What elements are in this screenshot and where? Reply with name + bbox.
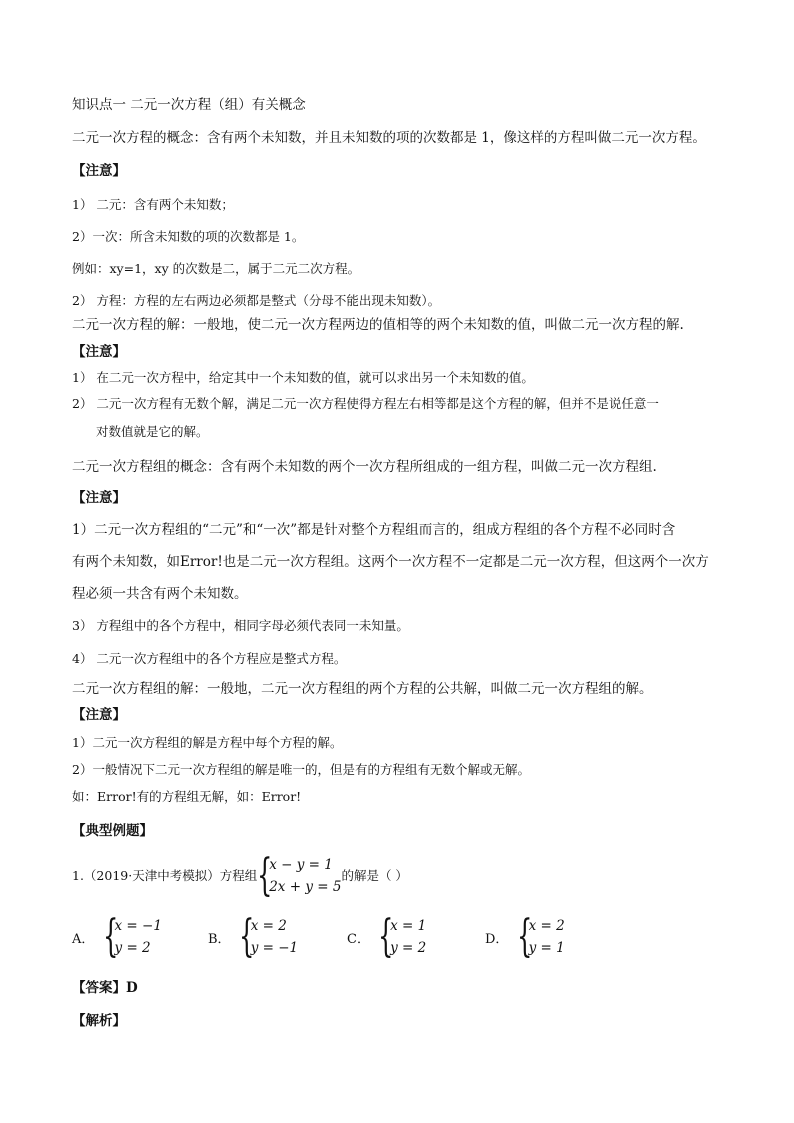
question-1 bbox=[72, 852, 408, 900]
definition-system: 二元一次方程组的概念：含有两个未知数的两个一次方程所组成的一组方程，叫做二元一次方程组. bbox=[72, 459, 657, 475]
example-label: 【典型例题】 bbox=[72, 823, 153, 839]
note-label: 【注意】 bbox=[72, 707, 126, 723]
note-label: 【注意】 bbox=[72, 344, 126, 360]
note-label: 【注意】 bbox=[72, 490, 126, 506]
note-line: 程必须一共含有两个未知数。 bbox=[72, 586, 248, 602]
option-label: D． bbox=[485, 931, 509, 947]
note-item: 例如：xy=1，xy 的次数是二，属于二元二次方程。 bbox=[72, 261, 361, 276]
option-row: x = −1 bbox=[114, 918, 162, 934]
note-item: 1）二元一次方程组的解是方程中每个方程的解。 bbox=[72, 735, 343, 750]
system-equation-2: 2x + y = 5 bbox=[269, 879, 342, 895]
option-b[interactable] bbox=[208, 911, 299, 962]
option-d[interactable] bbox=[485, 911, 565, 962]
option-row: x = 1 bbox=[390, 918, 427, 934]
left-brace: { bbox=[516, 911, 532, 962]
left-brace: { bbox=[102, 911, 118, 962]
note-item: 1） 在二元一次方程中，给定其中一个未知数的值，就可以求出另一个未知数的值。 bbox=[72, 370, 534, 385]
analysis-label: 【解析】 bbox=[72, 1013, 126, 1029]
note-item: 2） 方程：方程的左右两边必须都是整式（分母不能出现未知数）。 bbox=[72, 293, 441, 308]
option-system bbox=[238, 911, 299, 962]
option-c[interactable] bbox=[347, 911, 427, 962]
option-row: x = 2 bbox=[250, 918, 287, 934]
option-system bbox=[378, 911, 427, 962]
option-row: x = 2 bbox=[528, 918, 565, 934]
option-a[interactable] bbox=[72, 911, 162, 962]
note-item: 2）一次：所含未知数的项的次数都是 1。 bbox=[72, 229, 305, 244]
note-item: 1） 二元：含有两个未知数； bbox=[72, 197, 234, 212]
left-brace: { bbox=[378, 911, 394, 962]
system-equation-1: x − y = 1 bbox=[269, 857, 333, 873]
option-system bbox=[516, 911, 565, 962]
option-row: y = −1 bbox=[250, 940, 299, 956]
note-item: 2）一般情况下二元一次方程组的解是唯一的，但是有的方程组有无数个解或无解。 bbox=[72, 762, 530, 777]
left-brace: { bbox=[238, 911, 255, 962]
note-line: 3） 方程组中的各个方程中，相同字母必须代表同一未知量。 bbox=[72, 618, 409, 633]
option-system bbox=[102, 911, 162, 962]
left-brace: { bbox=[257, 850, 273, 901]
note-label: 【注意】 bbox=[72, 163, 126, 179]
option-label: C． bbox=[347, 931, 370, 947]
definition-equation: 二元一次方程的概念：含有两个未知数，并且未知数的项的次数都是 1，像这样的方程叫做二元一次方程。 bbox=[72, 130, 706, 146]
note-line: 4） 二元一次方程组中的各个方程应是整式方程。 bbox=[72, 651, 347, 666]
option-row: y = 2 bbox=[114, 940, 151, 956]
question-prefix: 1.（2019·天津中考模拟）方程组 bbox=[72, 868, 258, 883]
solution-system-definition: 二元一次方程组的解：一般地，二元一次方程组的两个方程的公共解，叫做二元一次方程组的解。 bbox=[72, 681, 653, 697]
question-suffix: 的解是（ ） bbox=[341, 868, 408, 883]
option-row: y = 1 bbox=[528, 940, 565, 956]
answer-line: 【答案】D bbox=[72, 980, 138, 996]
section-heading: 知识点一 二元一次方程（组）有关概念 bbox=[72, 97, 306, 113]
option-row: y = 2 bbox=[390, 940, 427, 956]
note-item: 如：Error!有的方程组无解，如：Error! bbox=[72, 789, 302, 804]
note-item: 对数值就是它的解。 bbox=[96, 424, 209, 439]
note-item: 2） 二元一次方程有无数个解，满足二元一次方程使得方程左右相等都是这个方程的解，但并不是说任意一 bbox=[72, 396, 659, 411]
solution-definition: 二元一次方程的解：一般地，使二元一次方程两边的值相等的两个未知数的值，叫做二元一次方程的解. bbox=[72, 317, 684, 333]
note-line: 有两个未知数，如Error!也是二元一次方程组。这两个一次方程不一定都是二元一次方程，但这两个一次方 bbox=[72, 554, 709, 570]
equation-system bbox=[257, 850, 342, 901]
option-label: B． bbox=[208, 931, 231, 947]
note-line: 1）二元一次方程组的“二元”和“一次”都是针对整个方程组而言的，组成方程组的各个方程不必同时含 bbox=[72, 522, 676, 538]
option-label: A． bbox=[72, 931, 95, 947]
